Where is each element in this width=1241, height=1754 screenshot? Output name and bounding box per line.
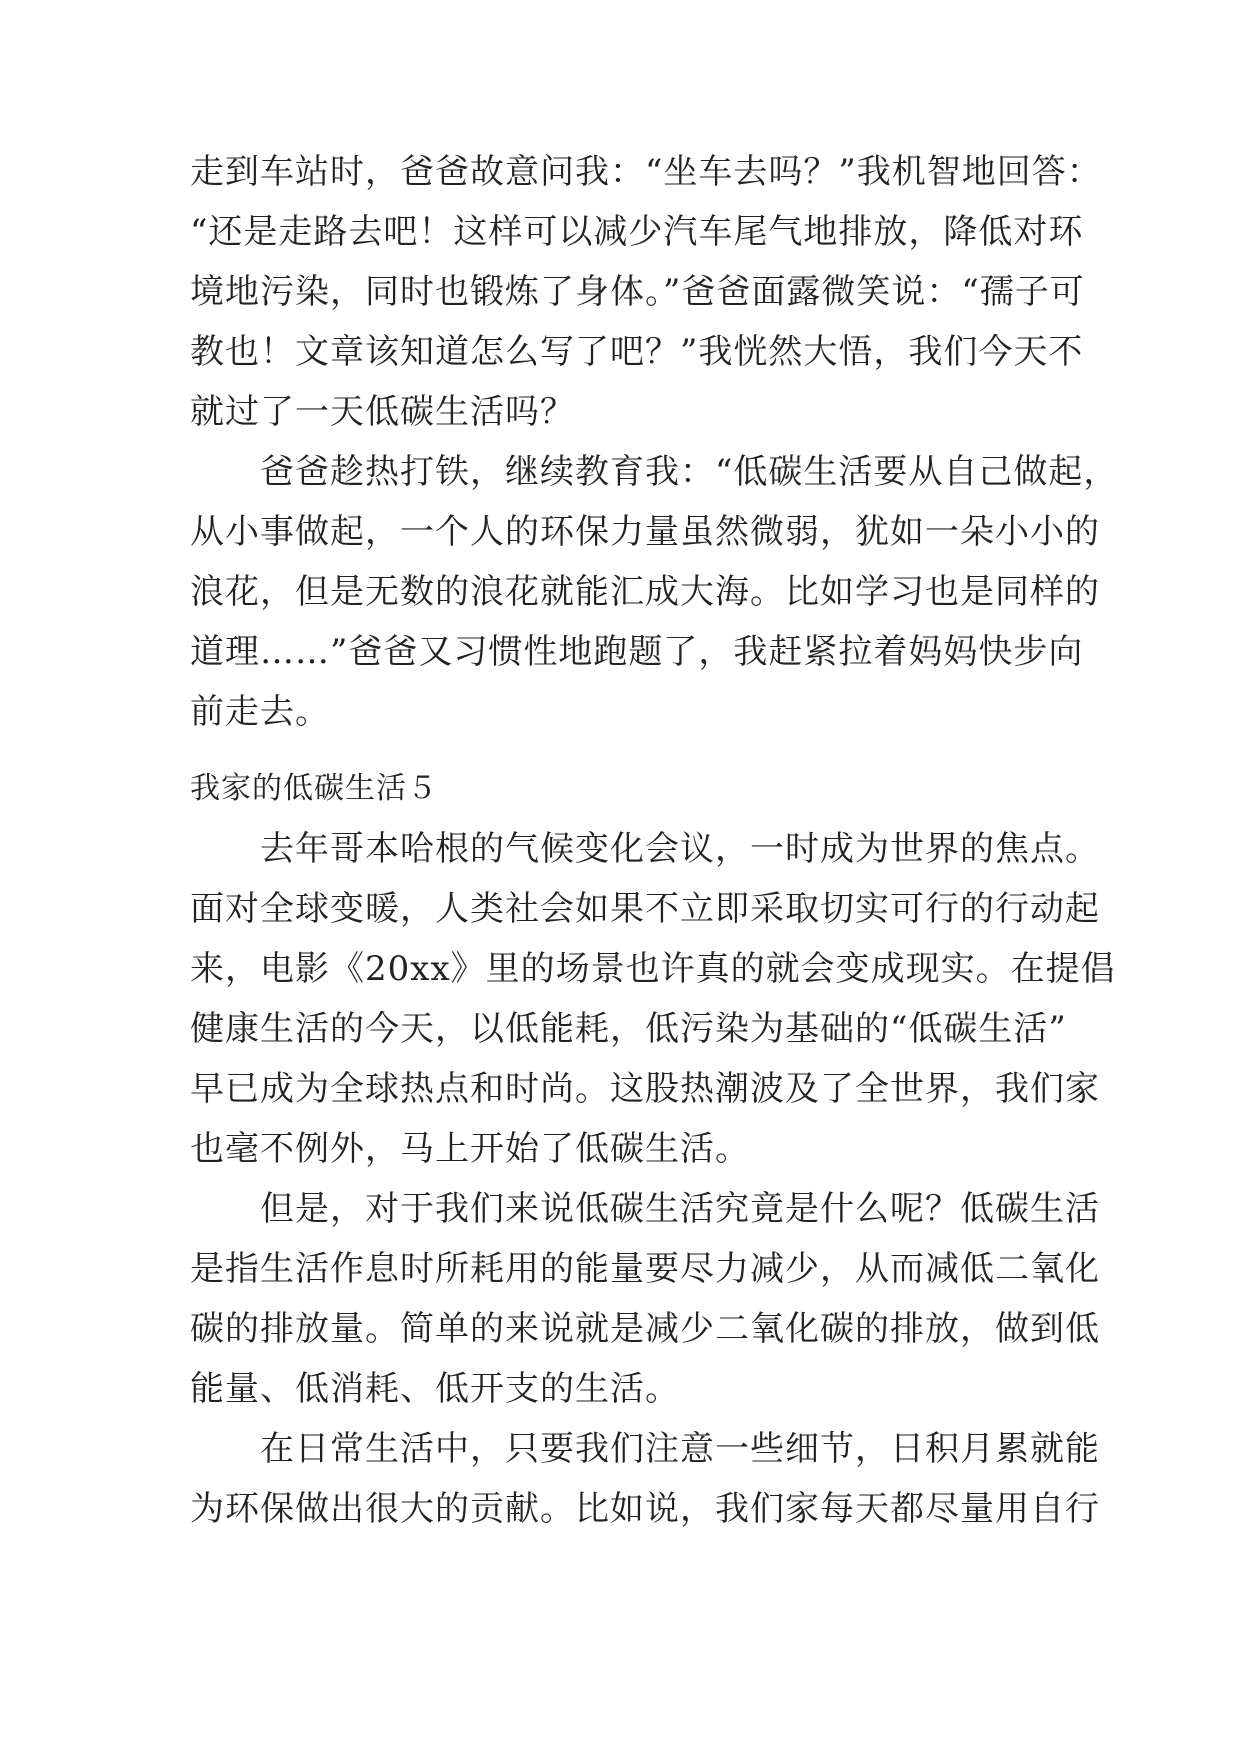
text-line: 碳的排放量。简单的来说就是减少二氧化碳的排放，做到低 [190,1309,1100,1349]
text-line: 前走去。 [190,692,330,732]
text-line: 去年哥本哈根的气候变化会议，一时成为世界的焦点。 [190,829,1100,869]
section-heading: 我家的低碳生活５ [190,771,438,806]
text-line: 面对全球变暖，人类社会如果不立即采取切实可行的行动起 [190,889,1100,929]
text-line: 就过了一天低碳生活吗？ [190,392,575,432]
text-line: 也毫不例外，马上开始了低碳生活。 [190,1129,750,1169]
text-line: 教也！文章该知道怎么写了吧？”我恍然大悟，我们今天不 [190,332,1084,372]
text-line: 能量、低消耗、低开支的生活。 [190,1369,680,1409]
text-line: 道理……”爸爸又习惯性地跑题了，我赶紧拉着妈妈快步向 [190,632,1084,672]
text-line: 境地污染，同时也锻炼了身体。”爸爸面露微笑说：“孺子可 [190,272,1085,312]
text-line: 从小事做起，一个人的环保力量虽然微弱，犹如一朵小小的 [190,512,1100,552]
text-line: 来，电影《20xx》里的场景也许真的就会变成现实。在提倡 [190,949,1116,989]
text-line: 早已成为全球热点和时尚。这股热潮波及了全世界，我们家 [190,1069,1100,1109]
text-line: 在日常生活中，只要我们注意一些细节，日积月累就能 [190,1429,1100,1469]
text-line: 健康生活的今天，以低能耗，低污染为基础的“低碳生活” [190,1009,1067,1049]
text-line: 浪花，但是无数的浪花就能汇成大海。比如学习也是同样的 [190,572,1100,612]
text-line: 为环保做出很大的贡献。比如说，我们家每天都尽量用自行 [190,1489,1100,1529]
text-line: 是指生活作息时所耗用的能量要尽力减少，从而减低二氧化 [190,1249,1100,1289]
text-line: “还是走路去吧！这样可以减少汽车尾气地排放，降低对环 [190,212,1084,252]
text-line: 但是，对于我们来说低碳生活究竟是什么呢？低碳生活 [190,1189,1100,1229]
text-line: 走到车站时，爸爸故意问我：“坐车去吗？”我机智地回答： [190,152,1102,192]
text-line: 爸爸趁热打铁，继续教育我：“低碳生活要从自己做起， [190,452,1119,492]
